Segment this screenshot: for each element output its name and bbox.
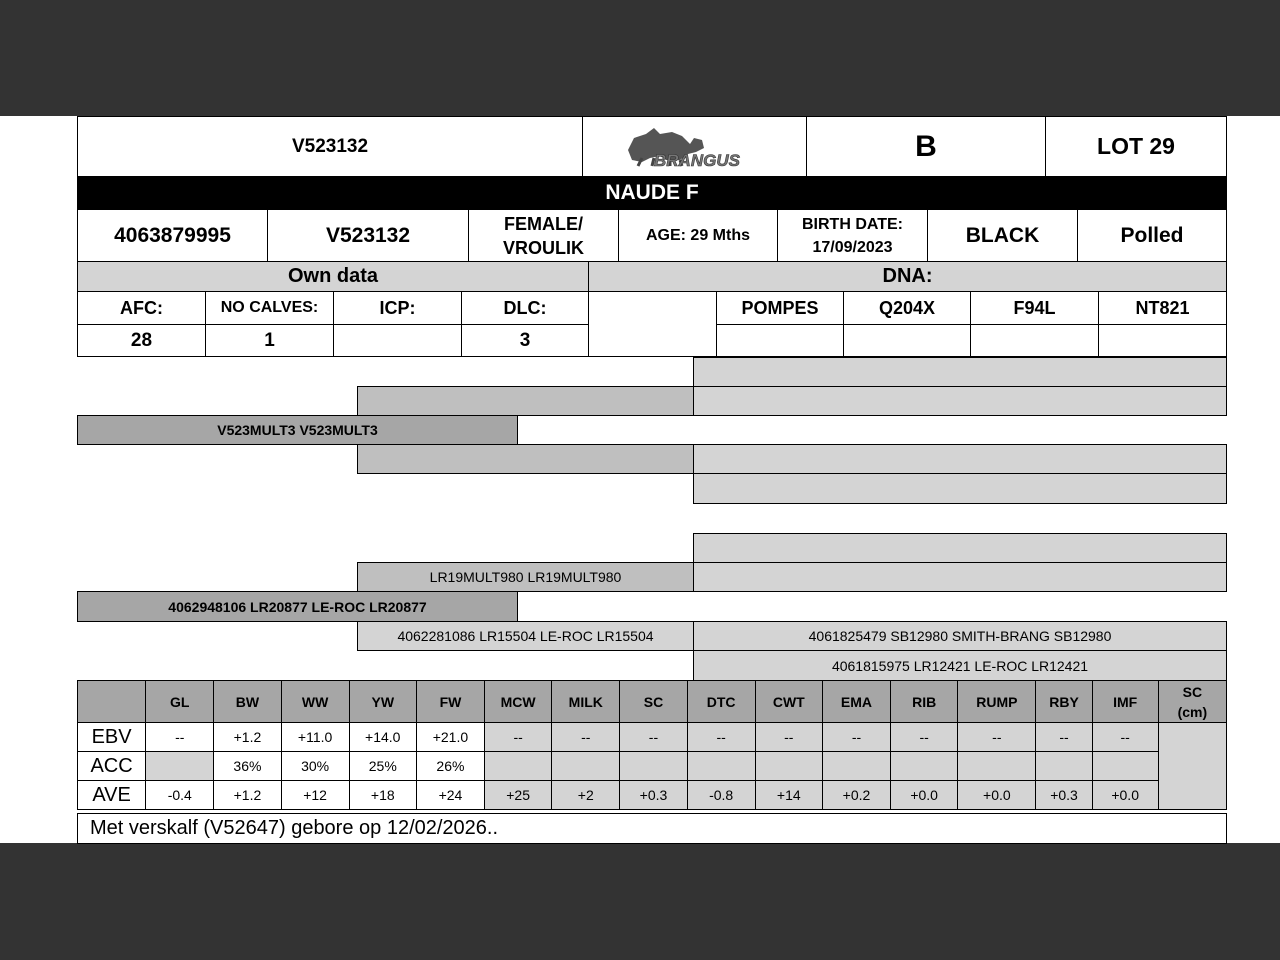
row-label: EBV — [78, 723, 146, 752]
birth-date-value: 17/09/2023 — [812, 238, 893, 256]
sc-cm-value — [1158, 723, 1226, 810]
table-cell: 26% — [416, 752, 484, 781]
registration-number: 4063879995 — [77, 209, 268, 262]
column-header: GL — [146, 681, 214, 723]
table-cell: -- — [485, 723, 552, 752]
table-row — [78, 723, 1227, 752]
dam-name: 4062948106 LR20877 LE-ROC LR20877 — [77, 591, 518, 622]
table-cell: +0.0 — [958, 781, 1036, 810]
pedigree-cell — [693, 562, 1227, 592]
table-cell: 25% — [349, 752, 416, 781]
sex-field: FEMALE/ VROULIK — [468, 209, 619, 262]
table-cell: -0.8 — [687, 781, 755, 810]
table-cell — [620, 752, 687, 781]
pedigree-cell — [357, 444, 694, 474]
table-cell — [755, 752, 822, 781]
pedigree-cell — [693, 444, 1227, 474]
pedigree-cell — [693, 386, 1227, 416]
dna-blank-cell — [588, 291, 717, 357]
pedigree-cell — [693, 473, 1227, 504]
dna-title: DNA: — [588, 261, 1227, 292]
column-header: BW — [214, 681, 281, 723]
column-header: SC (cm) — [1158, 681, 1226, 723]
table-cell: +0.3 — [620, 781, 687, 810]
grade-badge: B — [806, 116, 1046, 177]
table-cell: -- — [822, 723, 890, 752]
brangus-logo — [582, 116, 807, 177]
column-header: DTC — [687, 681, 755, 723]
table-cell: +0.3 — [1036, 781, 1092, 810]
table-cell — [485, 752, 552, 781]
dna-q204x-value — [843, 324, 971, 357]
table-cell: -0.4 — [146, 781, 214, 810]
column-header: WW — [281, 681, 349, 723]
column-header: EMA — [822, 681, 890, 723]
dna-pompes-header: POMPES — [716, 291, 844, 325]
table-cell: +1.2 — [214, 781, 281, 810]
row-label: ACC — [78, 752, 146, 781]
column-header: YW — [349, 681, 416, 723]
table-cell: +11.0 — [281, 723, 349, 752]
column-header: FW — [416, 681, 484, 723]
table-cell: -- — [620, 723, 687, 752]
afc-header: AFC: — [77, 291, 206, 325]
dna-q204x-header: Q204X — [843, 291, 971, 325]
table-cell: 30% — [281, 752, 349, 781]
afc-value: 28 — [77, 324, 206, 357]
dam-dam-name: 4062281086 LR15504 LE-ROC LR15504 — [357, 621, 694, 651]
column-header: RUMP — [958, 681, 1036, 723]
animal-card — [0, 116, 1280, 843]
table-cell: +18 — [349, 781, 416, 810]
table-cell: -- — [687, 723, 755, 752]
logo-text: BRANGUS — [653, 150, 740, 170]
table-cell: +25 — [485, 781, 552, 810]
table-cell: +14 — [755, 781, 822, 810]
column-header: SC — [620, 681, 687, 723]
icp-value — [333, 324, 462, 357]
table-cell: +0.0 — [1092, 781, 1158, 810]
pedigree-cell — [357, 386, 694, 416]
animal-name: NAUDE F — [77, 177, 1227, 209]
table-cell — [1036, 752, 1092, 781]
column-header: MCW — [485, 681, 552, 723]
column-header: RIB — [891, 681, 958, 723]
dna-pompes-value — [716, 324, 844, 357]
animal-code: V523132 — [267, 209, 469, 262]
column-header: RBY — [1036, 681, 1092, 723]
table-cell: 36% — [214, 752, 281, 781]
corner-cell — [78, 681, 146, 723]
sire-name: V523MULT3 V523MULT3 — [77, 415, 518, 445]
dam-sire-name: LR19MULT980 LR19MULT980 — [357, 562, 694, 592]
table-cell: -- — [891, 723, 958, 752]
table-cell — [552, 752, 620, 781]
table-row — [78, 781, 1227, 810]
table-cell: -- — [1092, 723, 1158, 752]
table-cell: -- — [146, 723, 214, 752]
table-cell — [891, 752, 958, 781]
performance-header-row — [78, 681, 1227, 723]
table-row — [78, 752, 1227, 781]
column-header: CWT — [755, 681, 822, 723]
age-field: AGE: 29 Mths — [618, 209, 778, 262]
performance-table — [77, 680, 1227, 810]
dam-dam-sire-name: 4061825479 SB12980 SMITH-BRANG SB12980 — [693, 621, 1227, 651]
table-cell — [958, 752, 1036, 781]
animal-id-header: V523132 — [77, 116, 583, 177]
pedigree-cell — [693, 357, 1227, 387]
icp-header: ICP: — [333, 291, 462, 325]
dna-f94l-header: F94L — [970, 291, 1099, 325]
row-label: AVE — [78, 781, 146, 810]
column-header: MILK — [552, 681, 620, 723]
dna-f94l-value — [970, 324, 1099, 357]
table-cell: +1.2 — [214, 723, 281, 752]
birth-date-field — [777, 209, 928, 262]
table-cell — [1092, 752, 1158, 781]
birth-date-label: BIRTH DATE: — [801, 215, 904, 233]
dam-dam-dam-name: 4061815975 LR12421 LE-ROC LR12421 — [693, 650, 1227, 681]
lot-number: LOT 29 — [1045, 116, 1227, 177]
table-cell — [822, 752, 890, 781]
table-cell: +2 — [552, 781, 620, 810]
table-cell: +21.0 — [416, 723, 484, 752]
dna-nt821-value — [1098, 324, 1227, 357]
own-data-title: Own data — [77, 261, 589, 292]
table-cell: -- — [1036, 723, 1092, 752]
pedigree-cell — [693, 533, 1227, 563]
table-cell: -- — [552, 723, 620, 752]
table-cell: +0.0 — [891, 781, 958, 810]
dlc-header: DLC: — [461, 291, 589, 325]
calf-note: Met verskalf (V52647) gebore op 12/02/2026.. — [77, 813, 1227, 844]
dlc-value: 3 — [461, 324, 589, 357]
table-cell: -- — [755, 723, 822, 752]
dna-nt821-header: NT821 — [1098, 291, 1227, 325]
table-cell — [687, 752, 755, 781]
table-cell — [146, 752, 214, 781]
colour-field: BLACK — [927, 209, 1078, 262]
table-cell: +24 — [416, 781, 484, 810]
table-cell: -- — [958, 723, 1036, 752]
table-cell: +0.2 — [822, 781, 890, 810]
brangus-logo-icon — [620, 124, 770, 170]
column-header: IMF — [1092, 681, 1158, 723]
table-cell: +12 — [281, 781, 349, 810]
no-calves-header: NO CALVES: — [205, 291, 334, 325]
horn-status: Polled — [1077, 209, 1227, 262]
no-calves-value: 1 — [205, 324, 334, 357]
table-cell: +14.0 — [349, 723, 416, 752]
